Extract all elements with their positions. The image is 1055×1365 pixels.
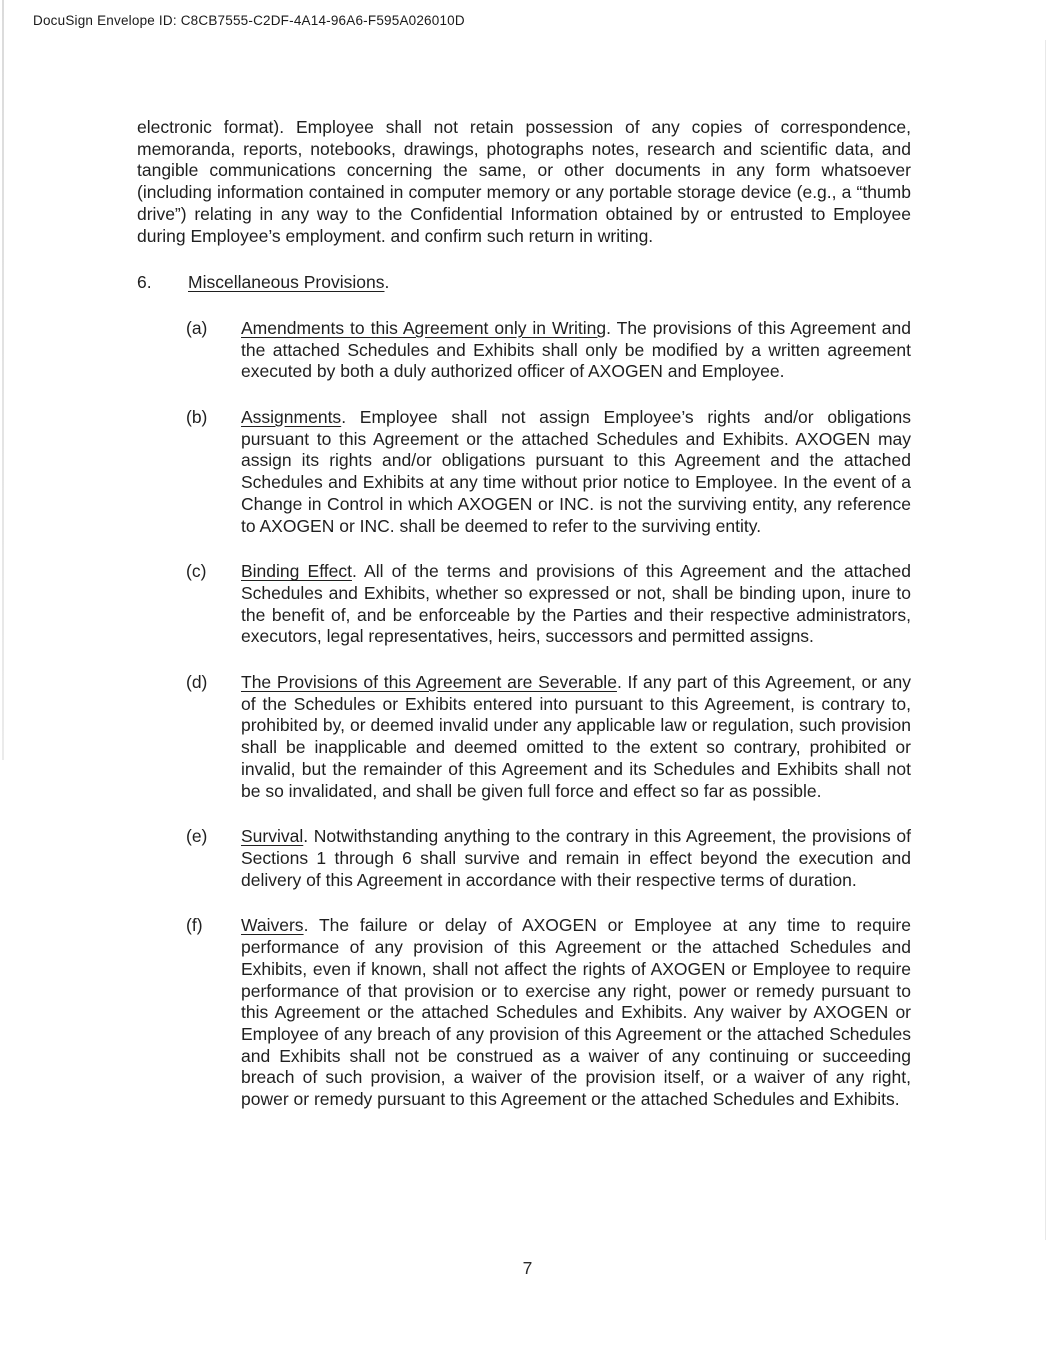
subsection-heading: Binding Effect <box>241 561 352 582</box>
subsection-text <box>241 318 911 383</box>
section-6-heading <box>137 272 911 294</box>
subsection-e <box>137 826 911 891</box>
subsection-heading: Survival <box>241 826 304 847</box>
subsection-text <box>241 915 911 1110</box>
section-number: 6. <box>137 272 152 293</box>
subsection-body-text: . All of the terms and provisions of this Agreement and the attached Schedules and Exhibits, whether so expressed or not, shall be binding upon, inure to the benefit of, and be enforceable by the Parties and their respective administrators, executors, legal representatives, heirs, successors and permitted assigns. <box>241 561 911 647</box>
subsection-text <box>241 826 911 891</box>
scan-edge-artifact-right <box>1045 40 1046 1240</box>
subsection-label: (d) <box>186 672 208 693</box>
subsection-label: (c) <box>186 561 207 582</box>
intro-paragraph: electronic format). Employee shall not retain possession of any copies of correspondence, memoranda, reports, notebooks, drawings, photographs notes, research and scientific data, and tangible communications concerning the same, or other documents in any form whatsoever (including information contained in computer memory or any portable storage device (e.g., a “thumb drive”) relating in any way to the Confidential Information obtained by or entrusted to Employee during Employee’s employment. and confirm such return in writing. <box>137 117 911 246</box>
scan-edge-artifact-left <box>2 0 4 760</box>
subsection-heading: Waivers <box>241 915 304 936</box>
subsection-b <box>137 407 911 537</box>
subsection-a <box>137 318 911 383</box>
subsection-text <box>241 407 911 537</box>
subsection-body-text: . The failure or delay of AXOGEN or Employee at any time to require performance of any provision of this Agreement or the attached Schedules and Exhibits, even if known, shall not affect the rights of AXOGEN or Employee to require performance of that provision or to exercise any right, power or remedy pursuant to this Agreement or the attached Schedules and Exhibits. Any waiver by AXOGEN or Employee of any breach of any provision of this Agreement or the attached Schedules and Exhibits shall not be construed as a waiver of any continuing or succeeding breach of such provision, a waiver of the provision itself, or a waiver of any right, power or remedy pursuant to this Agreement or the attached Schedules and Exhibits. <box>241 915 911 1110</box>
subsection-heading: Amendments to this Agreement only in Writing <box>241 317 607 338</box>
subsection-label: (e) <box>186 826 208 847</box>
docusign-envelope-id: DocuSign Envelope ID: C8CB7555-C2DF-4A14-96A6-F595A026010D <box>33 13 465 28</box>
subsection-label: (b) <box>186 407 208 428</box>
section-title-suffix: . <box>384 272 390 293</box>
subsection-body-text: . The provisions of this Agreement and the attached Schedules and Exhibits shall only be modified by a written agreement executed by both a duly authorized officer of AXOGEN and Employee. <box>241 317 911 382</box>
subsection-label: (f) <box>186 915 203 936</box>
subsection-f <box>137 915 911 1110</box>
subsection-text <box>241 561 911 648</box>
subsection-body-text: . If any part of this Agreement, or any of the Schedules or Exhibits entered into pursuant to this Agreement, is contrary to, prohibited by, or deemed invalid under any applicable law or regulation, such provision shall be inapplicable and deemed omitted to the extent so contrary, prohibited or invalid, but the remainder of this Agreement and its Schedules and Exhibits shall not be so invalidated, and shall be given full force and effect so far as possible. <box>241 672 911 801</box>
subsection-body-text: . Employee shall not assign Employee’s rights and/or obligations pursuant to this Agreement or the attached Schedules and Exhibits. AXOGEN may assign its rights and/or obligations pursuant to this Agreement and the attached Schedules and Exhibits at any time without prior notice to Employee. In the event of a Change in Control in which AXOGEN or INC. is not the surviving entity, any reference to AXOGEN or INC. shall be deemed to refer to the surviving entity. <box>241 407 911 536</box>
subsection-heading: The Provisions of this Agreement are Severable <box>241 672 617 693</box>
section-title-wrap <box>188 272 389 294</box>
subsection-body-text: . Notwithstanding anything to the contrary in this Agreement, the provisions of Sections 1 through 6 shall survive and remain in effect beyond the execution and delivery of this Agreement in accordance with their respective terms of duration. <box>241 826 911 890</box>
subsection-c <box>137 561 911 648</box>
subsection-d <box>137 672 911 802</box>
subsection-heading: Assignments <box>241 407 342 428</box>
subsection-label: (a) <box>186 317 208 338</box>
document-body <box>137 117 911 1111</box>
subsection-text <box>241 672 911 802</box>
page-number: 7 <box>522 1258 533 1278</box>
section-title: Miscellaneous Provisions <box>188 272 385 293</box>
